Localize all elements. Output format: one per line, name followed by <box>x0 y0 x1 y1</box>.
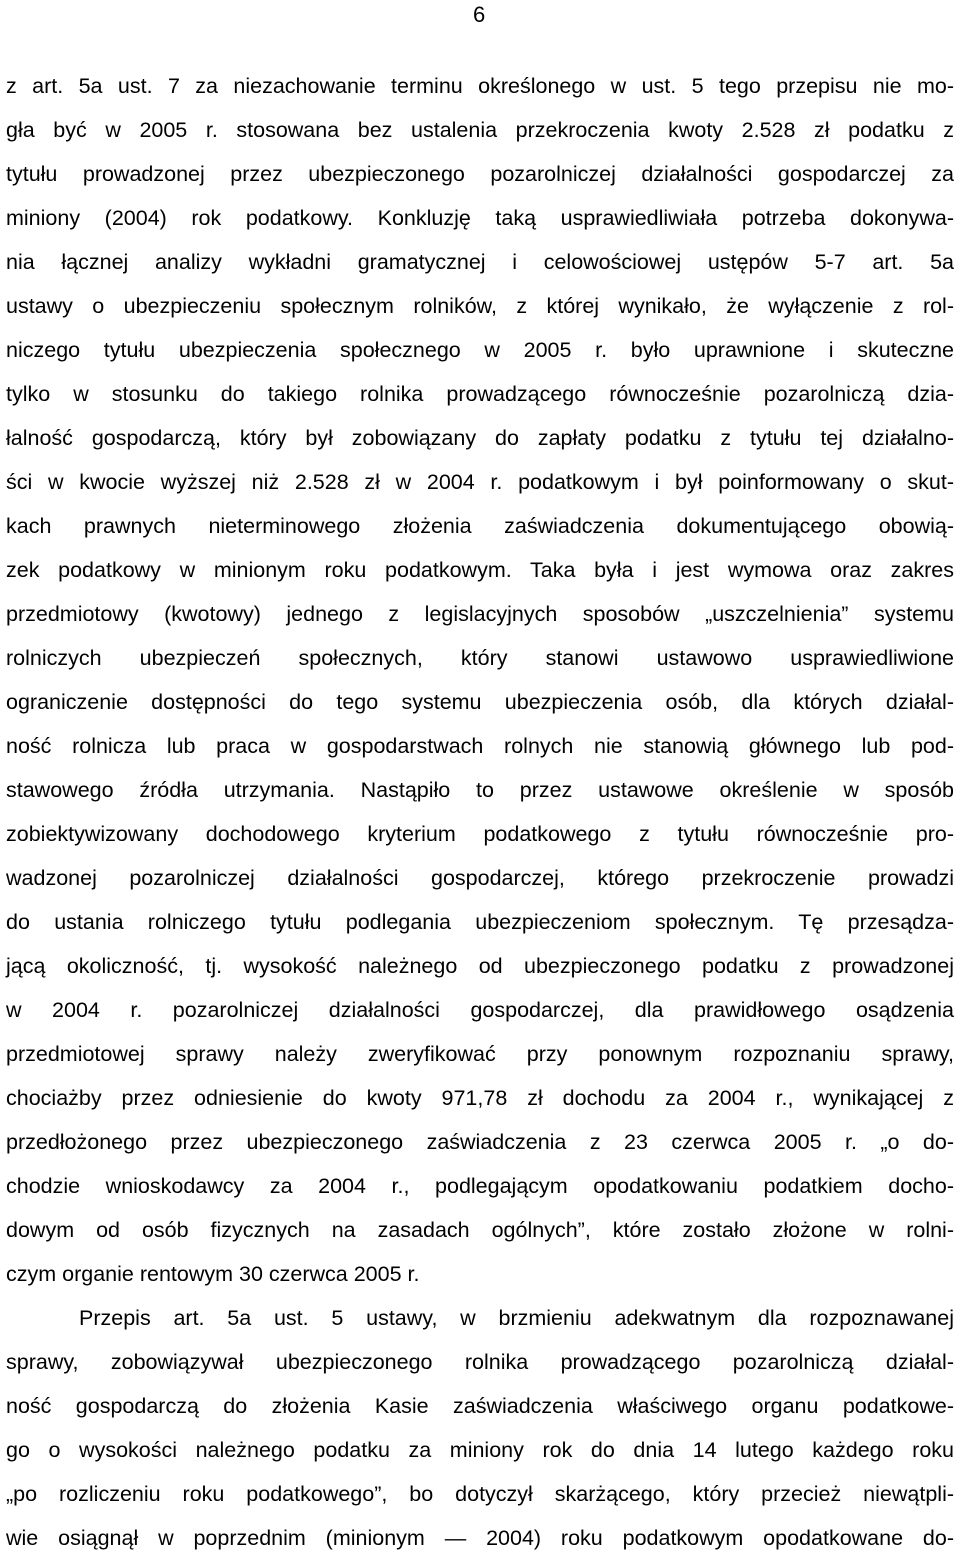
text-line: gła być w 2005 r. stosowana bez ustalenia przekroczenia kwoty 2.528 zł podatku z <box>6 118 954 142</box>
text-line: zobiektywizowany dochodowego kryterium podatkowego z tytułu równocześnie pro- <box>6 822 954 846</box>
text-line: z art. 5a ust. 7 za niezachowanie terminu określonego w ust. 5 tego przepisu nie mo- <box>6 74 954 98</box>
text-line: go o wysokości należnego podatku za miniony rok do dnia 14 lutego każdego roku <box>6 1438 954 1462</box>
text-line: miniony (2004) rok podatkowy. Konkluzję taką usprawiedliwiała potrzeba dokonywa- <box>6 206 954 230</box>
text-line: tylko w stosunku do takiego rolnika prowadzącego równocześnie pozarolniczą dzia- <box>6 382 954 406</box>
text-line: ograniczenie dostępności do tego systemu ubezpieczenia osób, dla których działal- <box>6 690 954 714</box>
text-line: nia łącznej analizy wykładni gramatycznej i celowościowej ustępów 5-7 art. 5a <box>6 250 954 274</box>
text-line: stawowego źródła utrzymania. Nastąpiło to przez ustawowe określenie w sposób <box>6 778 954 802</box>
paragraph <box>6 64 954 1296</box>
text-line: przedłożonego przez ubezpieczonego zaświadczenia z 23 czerwca 2005 r. „o do- <box>6 1130 954 1154</box>
text-line: dowym od osób fizycznych na zasadach ogólnych”, które zostało złożone w rolni- <box>6 1218 954 1242</box>
text-line: czym organie rentowym 30 czerwca 2005 r. <box>6 1262 420 1286</box>
text-line: jącą okoliczność, tj. wysokość należnego od ubezpieczonego podatku z prowadzonej <box>6 954 954 978</box>
text-line: przedmiotowy (kwotowy) jednego z legislacyjnych sposobów „uszczelnienia” systemu <box>6 602 954 626</box>
text-line: w 2004 r. pozarolniczej działalności gospodarczej, dla prawidłowego osądzenia <box>6 998 954 1022</box>
text-line: zek podatkowy w minionym roku podatkowym. Taka była i jest wymowa oraz zakres <box>6 558 954 582</box>
text-line: chodzie wnioskodawcy za 2004 r., podlegającym opodatkowaniu podatkiem docho- <box>6 1174 954 1198</box>
text-line: ność gospodarczą do złożenia Kasie zaświadczenia właściwego organu podatkowe- <box>6 1394 954 1418</box>
paragraph <box>6 1296 954 1560</box>
text-line: chociażby przez odniesienie do kwoty 971,78 zł dochodu za 2004 r., wynikającej z <box>6 1086 954 1110</box>
text-line: sprawy, zobowiązywał ubezpieczonego rolnika prowadzącego pozarolniczą działal- <box>6 1350 954 1374</box>
text-line: rolniczych ubezpieczeń społecznych, który stanowi ustawowo usprawiedliwione <box>6 646 954 670</box>
text-line: ustawy o ubezpieczeniu społecznym rolników, z której wynikało, że wyłączenie z rol- <box>6 294 954 318</box>
text-line: wie osiągnął w poprzednim (minionym — 2004) roku podatkowym opodatkowane do- <box>6 1526 954 1550</box>
text-line: łalność gospodarczą, który był zobowiązany do zapłaty podatku z tytułu tej działalno- <box>6 426 954 450</box>
text-line: niczego tytułu ubezpieczenia społecznego w 2005 r. było uprawnione i skuteczne <box>6 338 954 362</box>
text-line: ność rolnicza lub praca w gospodarstwach rolnych nie stanowią głównego lub pod- <box>6 734 954 758</box>
text-line: tytułu prowadzonej przez ubezpieczonego pozarolniczej działalności gospodarczej za <box>6 162 954 186</box>
document-body <box>6 64 954 1560</box>
text-line: „po rozliczeniu roku podatkowego”, bo dotyczył skarżącego, który przecież niewątpli- <box>6 1482 954 1506</box>
text-line: do ustania rolniczego tytułu podlegania ubezpieczeniom społecznym. Tę przesądza- <box>6 910 954 934</box>
text-line: przedmiotowej sprawy należy zweryfikować przy ponownym rozpoznaniu sprawy, <box>6 1042 954 1066</box>
text-line: kach prawnych nieterminowego złożenia zaświadczenia dokumentującego obowią- <box>6 514 954 538</box>
text-line: Przepis art. 5a ust. 5 ustawy, w brzmieniu adekwatnym dla rozpoznawanej <box>79 1306 954 1330</box>
page-number: 6 <box>473 2 486 27</box>
text-line: wadzonej pozarolniczej działalności gospodarczej, którego przekroczenie prowadzi <box>6 866 954 890</box>
text-line: ści w kwocie wyższej niż 2.528 zł w 2004 r. podatkowym i był poinformowany o skut- <box>6 470 954 494</box>
